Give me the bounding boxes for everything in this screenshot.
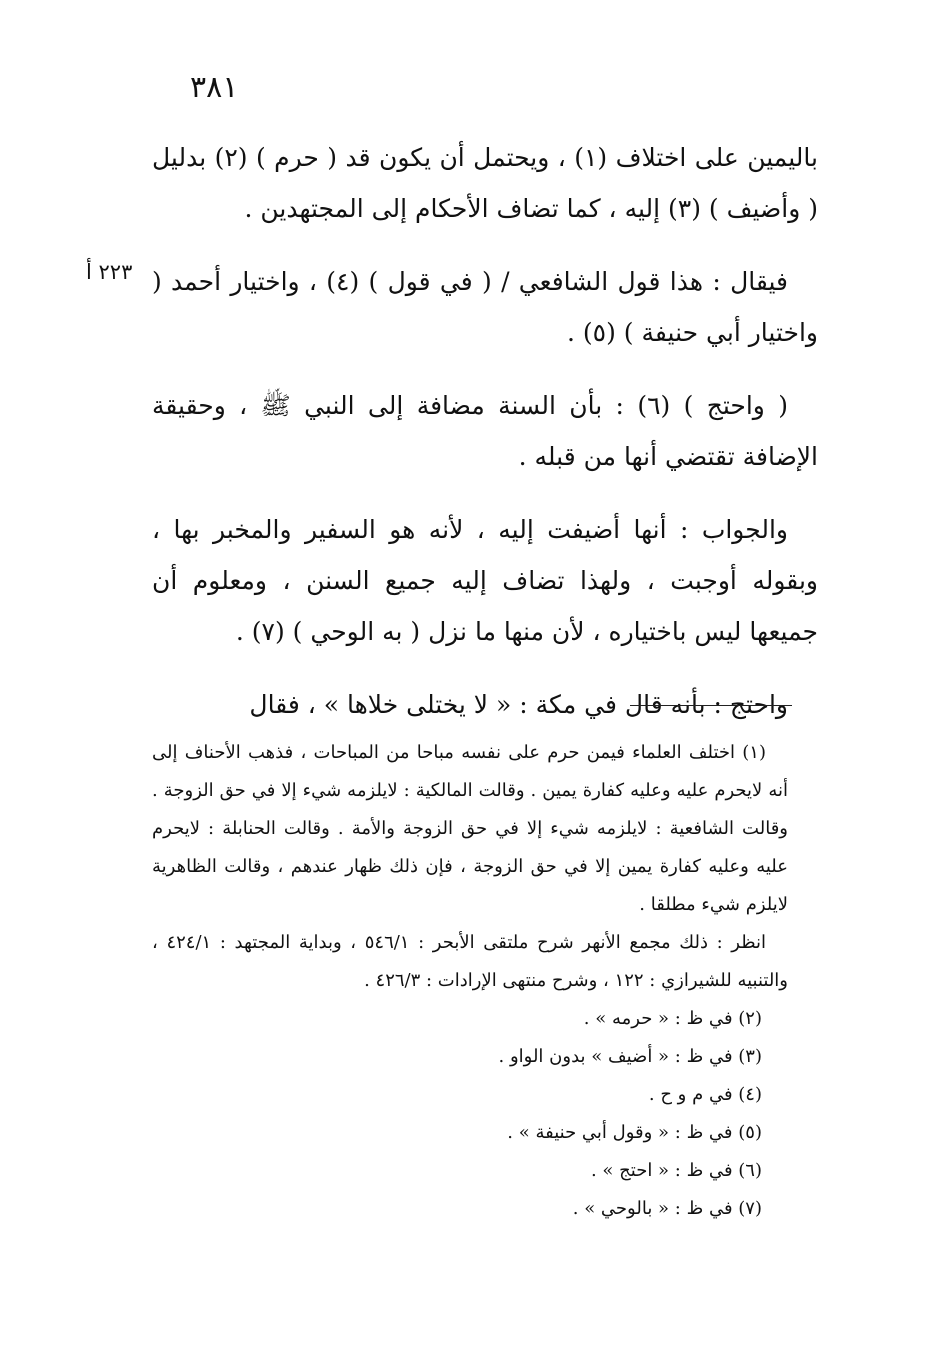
footnote-6: (٦) في ظ : « احتج » .	[590, 1160, 762, 1181]
footnote-5: (٥) في ظ : « وقول أبي حنيفة » .	[507, 1122, 762, 1143]
footnote-3: (٣) في ظ : « أضيف » بدون الواو .	[498, 1046, 762, 1067]
footnote-2: (٢) في ظ : « حرمه » .	[583, 1008, 762, 1029]
footnote-4: (٤) في م و ح .	[648, 1084, 762, 1105]
footnote-1: (١) اختلف العلماء فيمن حرم على نفسه مباحا من المباحات ، فذهب الأحناف إلى أنه لايحرم عليه وعليه كفارة يمين . وقالت المالكية : لايلزمه شيء إلا في حق الزوجة . وقالت الشافعية : لايلزمه شيء إلا في حق الزوجة والأمة . وقالت الحنابلة : لايحرم عليه وعليه كفارة يمين إلا في حق الزوجة ، فإن ذلك ظهار عندهم ، وقالت الظاهرية لايلزم شيء مطلقا .	[152, 742, 788, 915]
paragraph-4: والجواب : أنها أضيفت إليه ، لأنه هو السفير والمخبر بها ، وبقوله أوجبت ، ولهذا تضاف إليه جميع السنن ، ومعلوم أن جميعها ليس باختياره ، لأن منها ما نزل ( به الوحي ) (٧) .	[152, 515, 818, 646]
paragraph-1: باليمين على اختلاف (١) ، ويحتمل أن يكون قد ( حرم ) (٢) بدليل ( وأضيف ) (٣) إليه ، كما تضاف الأحكام إلى المجتهدين .	[152, 143, 818, 223]
footnote-1-references: انظر : ذلك مجمع الأنهر شرح ملتقى الأبحر : ٥٤٦/١ ، وبداية المجتهد : ٤٢٤/١ ، والتنبيه للشيرازي : ١٢٢ ، وشرح منتهى الإرادات : ٤٢٦/٣ .	[152, 932, 788, 991]
main-text	[152, 132, 818, 752]
paragraph-5: واحتج : بأنه قال في مكة : « لا يختلى خلاها » ، فقال	[249, 690, 788, 719]
footnote-7: (٧) في ظ : « بالوحي » .	[572, 1198, 762, 1219]
footnote-divider	[630, 705, 792, 706]
paragraph-2: فيقال : هذا قول الشافعي / ( في قول ) (٤) ، واختيار أحمد ( واختيار أبي حنيفة ) (٥) .	[152, 267, 818, 347]
footnotes	[152, 734, 788, 1228]
paragraph-3: ( واحتج ) (٦) : بأن السنة مضافة إلى النبي ﷺ ، وحقيقة الإضافة تقتضي أنها من قبله .	[152, 391, 818, 471]
page-number: ٣٨١	[190, 70, 239, 105]
margin-folio-note: ٢٢٣ أ	[86, 260, 133, 284]
